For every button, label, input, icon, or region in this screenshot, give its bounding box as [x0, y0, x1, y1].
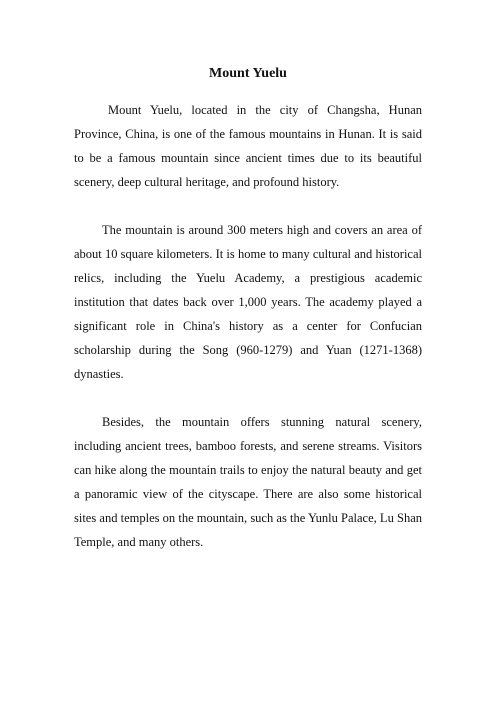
paragraph-intro: Mount Yuelu, located in the city of Changsha, Hunan Province, China, is one of the famous mountains in Hunan. It is said to be a famous mountain since ancient times due to its beautiful scenery, deep cultural heritage, and profound history.: [74, 103, 422, 189]
document-body: [74, 98, 422, 554]
document-title: Mount Yuelu: [209, 66, 287, 81]
paragraph-scenery: Besides, the mountain offers stunning natural scenery, including ancient trees, bamboo forests, and serene streams. Visitors can hike along the mountain trails to enjoy the natural beauty and get a panoramic view of the cityscape. There are also some historical sites and temples on the mountain, such as the Yunlu Palace, Lu Shan Temple, and many others.: [74, 415, 422, 549]
paragraph-history: The mountain is around 300 meters high and covers an area of about 10 square kilometers. It is home to many cultural and historical relics, including the Yuelu Academy, a prestigious academic institution that dates back over 1,000 years. The academy played a significant role in China's history as a center for Confucian scholarship during the Song (960-1279) and Yuan (1271-1368) dynasties.: [74, 223, 422, 381]
